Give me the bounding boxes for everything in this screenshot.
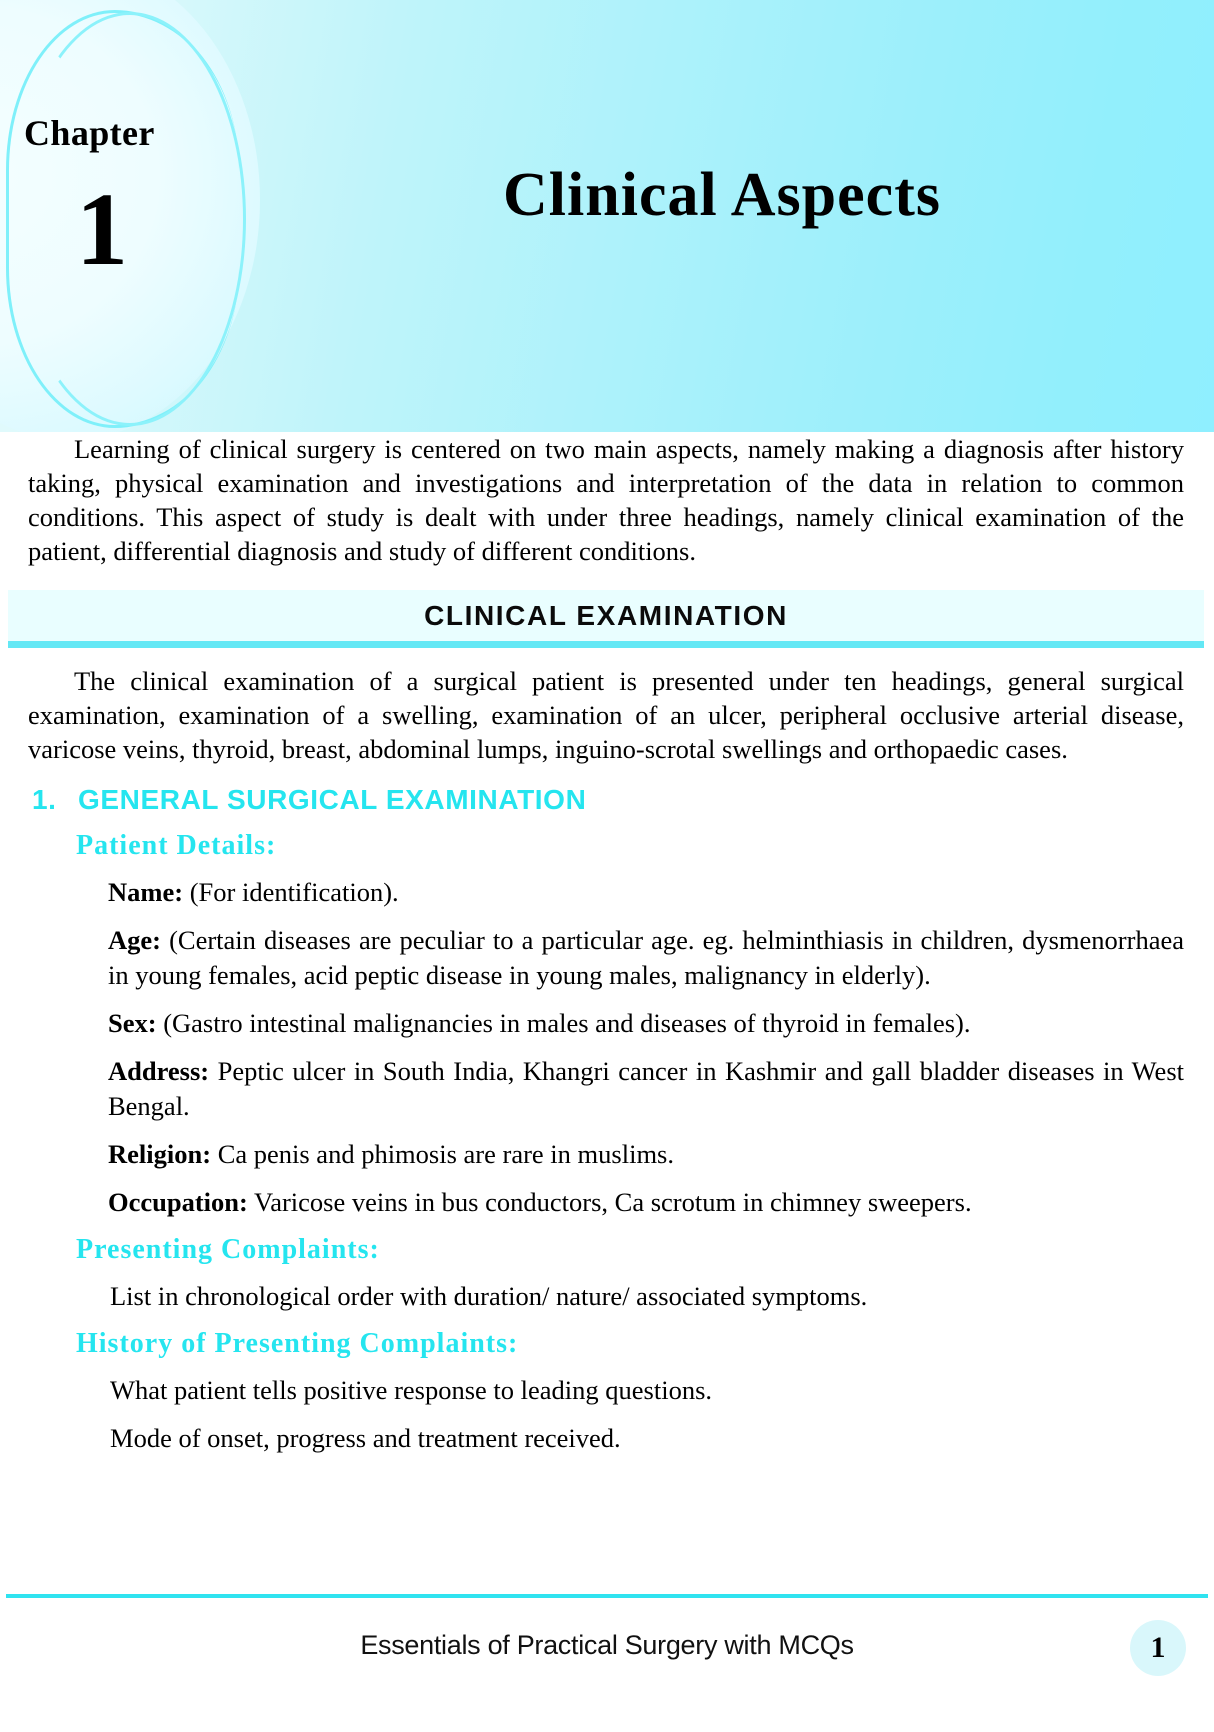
section-heading-bar	[8, 590, 1204, 648]
detail-entry	[0, 1137, 1214, 1172]
numbered-heading-label: GENERAL SURGICAL EXAMINATION	[78, 784, 587, 815]
main-content	[0, 432, 1214, 1456]
footer-divider	[6, 1594, 1208, 1598]
page-title: Clinical Aspects	[503, 161, 941, 229]
detail-entry-term: Religion:	[108, 1139, 212, 1169]
chapter-banner	[0, 0, 1214, 432]
detail-entry-term: Age:	[108, 925, 161, 955]
footer-book-title: Essentials of Practical Surgery with MCQs	[360, 1630, 854, 1660]
subsections-container	[0, 830, 1214, 1456]
subsection-line: List in chronological order with duration/ nature/ associated symptoms.	[110, 1281, 868, 1311]
subsection-line: Mode of onset, progress and treatment received.	[110, 1423, 621, 1453]
detail-entry	[0, 1054, 1214, 1124]
chapter-label: Chapter	[24, 113, 155, 153]
section-heading-text: CLINICAL EXAMINATION	[424, 600, 788, 631]
page-number-badge: 1	[1130, 1620, 1186, 1676]
detail-entry-text: (Certain diseases are peculiar to a particular age. eg. helminthiasis in children, dysmenorrhaea in young females, acid peptic disease in young males, malignancy in elderly).	[108, 925, 1184, 990]
page-footer	[0, 1582, 1214, 1732]
subsection-heading: History of Presenting Complaints:	[76, 1328, 519, 1359]
detail-entry-text: Ca penis and phimosis are rare in muslims.	[211, 1139, 674, 1169]
detail-entry-term: Occupation:	[108, 1187, 248, 1217]
detail-entry	[0, 1185, 1214, 1220]
detail-entry-term: Sex:	[108, 1008, 157, 1038]
detail-entry-text: (For identification).	[183, 877, 399, 907]
detail-entry-term: Address:	[108, 1056, 210, 1086]
detail-entry-text: Varicose veins in bus conductors, Ca scrotum in chimney sweepers.	[247, 1187, 972, 1217]
subsection-heading: Presenting Complaints:	[76, 1234, 380, 1265]
detail-entry	[0, 875, 1214, 910]
numbered-heading-general-surgical-examination	[0, 784, 1214, 816]
detail-entry	[0, 923, 1214, 993]
section-intro-paragraph: The clinical examination of a surgical patient is presented under ten headings, general surgical examination, examination of a swelling, examination of an ulcer, peripheral occlusive arterial disease, varicose veins, thyroid, breast, abdominal lumps, inguino-scrotal swellings and orthopaedic cases.	[28, 666, 1184, 764]
numbered-heading-number: 1.	[32, 784, 57, 815]
detail-entry-term: Name:	[108, 877, 184, 907]
detail-entry	[0, 1006, 1214, 1041]
subsection-heading: Patient Details:	[76, 830, 277, 861]
detail-entry-text: (Gastro intestinal malignancies in males and diseases of thyroid in females).	[156, 1008, 971, 1038]
chapter-number: 1	[76, 172, 128, 287]
subsection-line: What patient tells positive response to leading questions.	[110, 1375, 713, 1405]
detail-entry-text: Peptic ulcer in South India, Khangri cancer in Kashmir and gall bladder diseases in West Bengal.	[108, 1056, 1184, 1121]
intro-paragraph: Learning of clinical surgery is centered on two main aspects, namely making a diagnosis after history taking, physical examination and investigations and interpretation of the data in relation to common conditions. This aspect of study is dealt with under three headings, namely clinical examination of the patient, differential diagnosis and study of different conditions.	[28, 434, 1184, 566]
